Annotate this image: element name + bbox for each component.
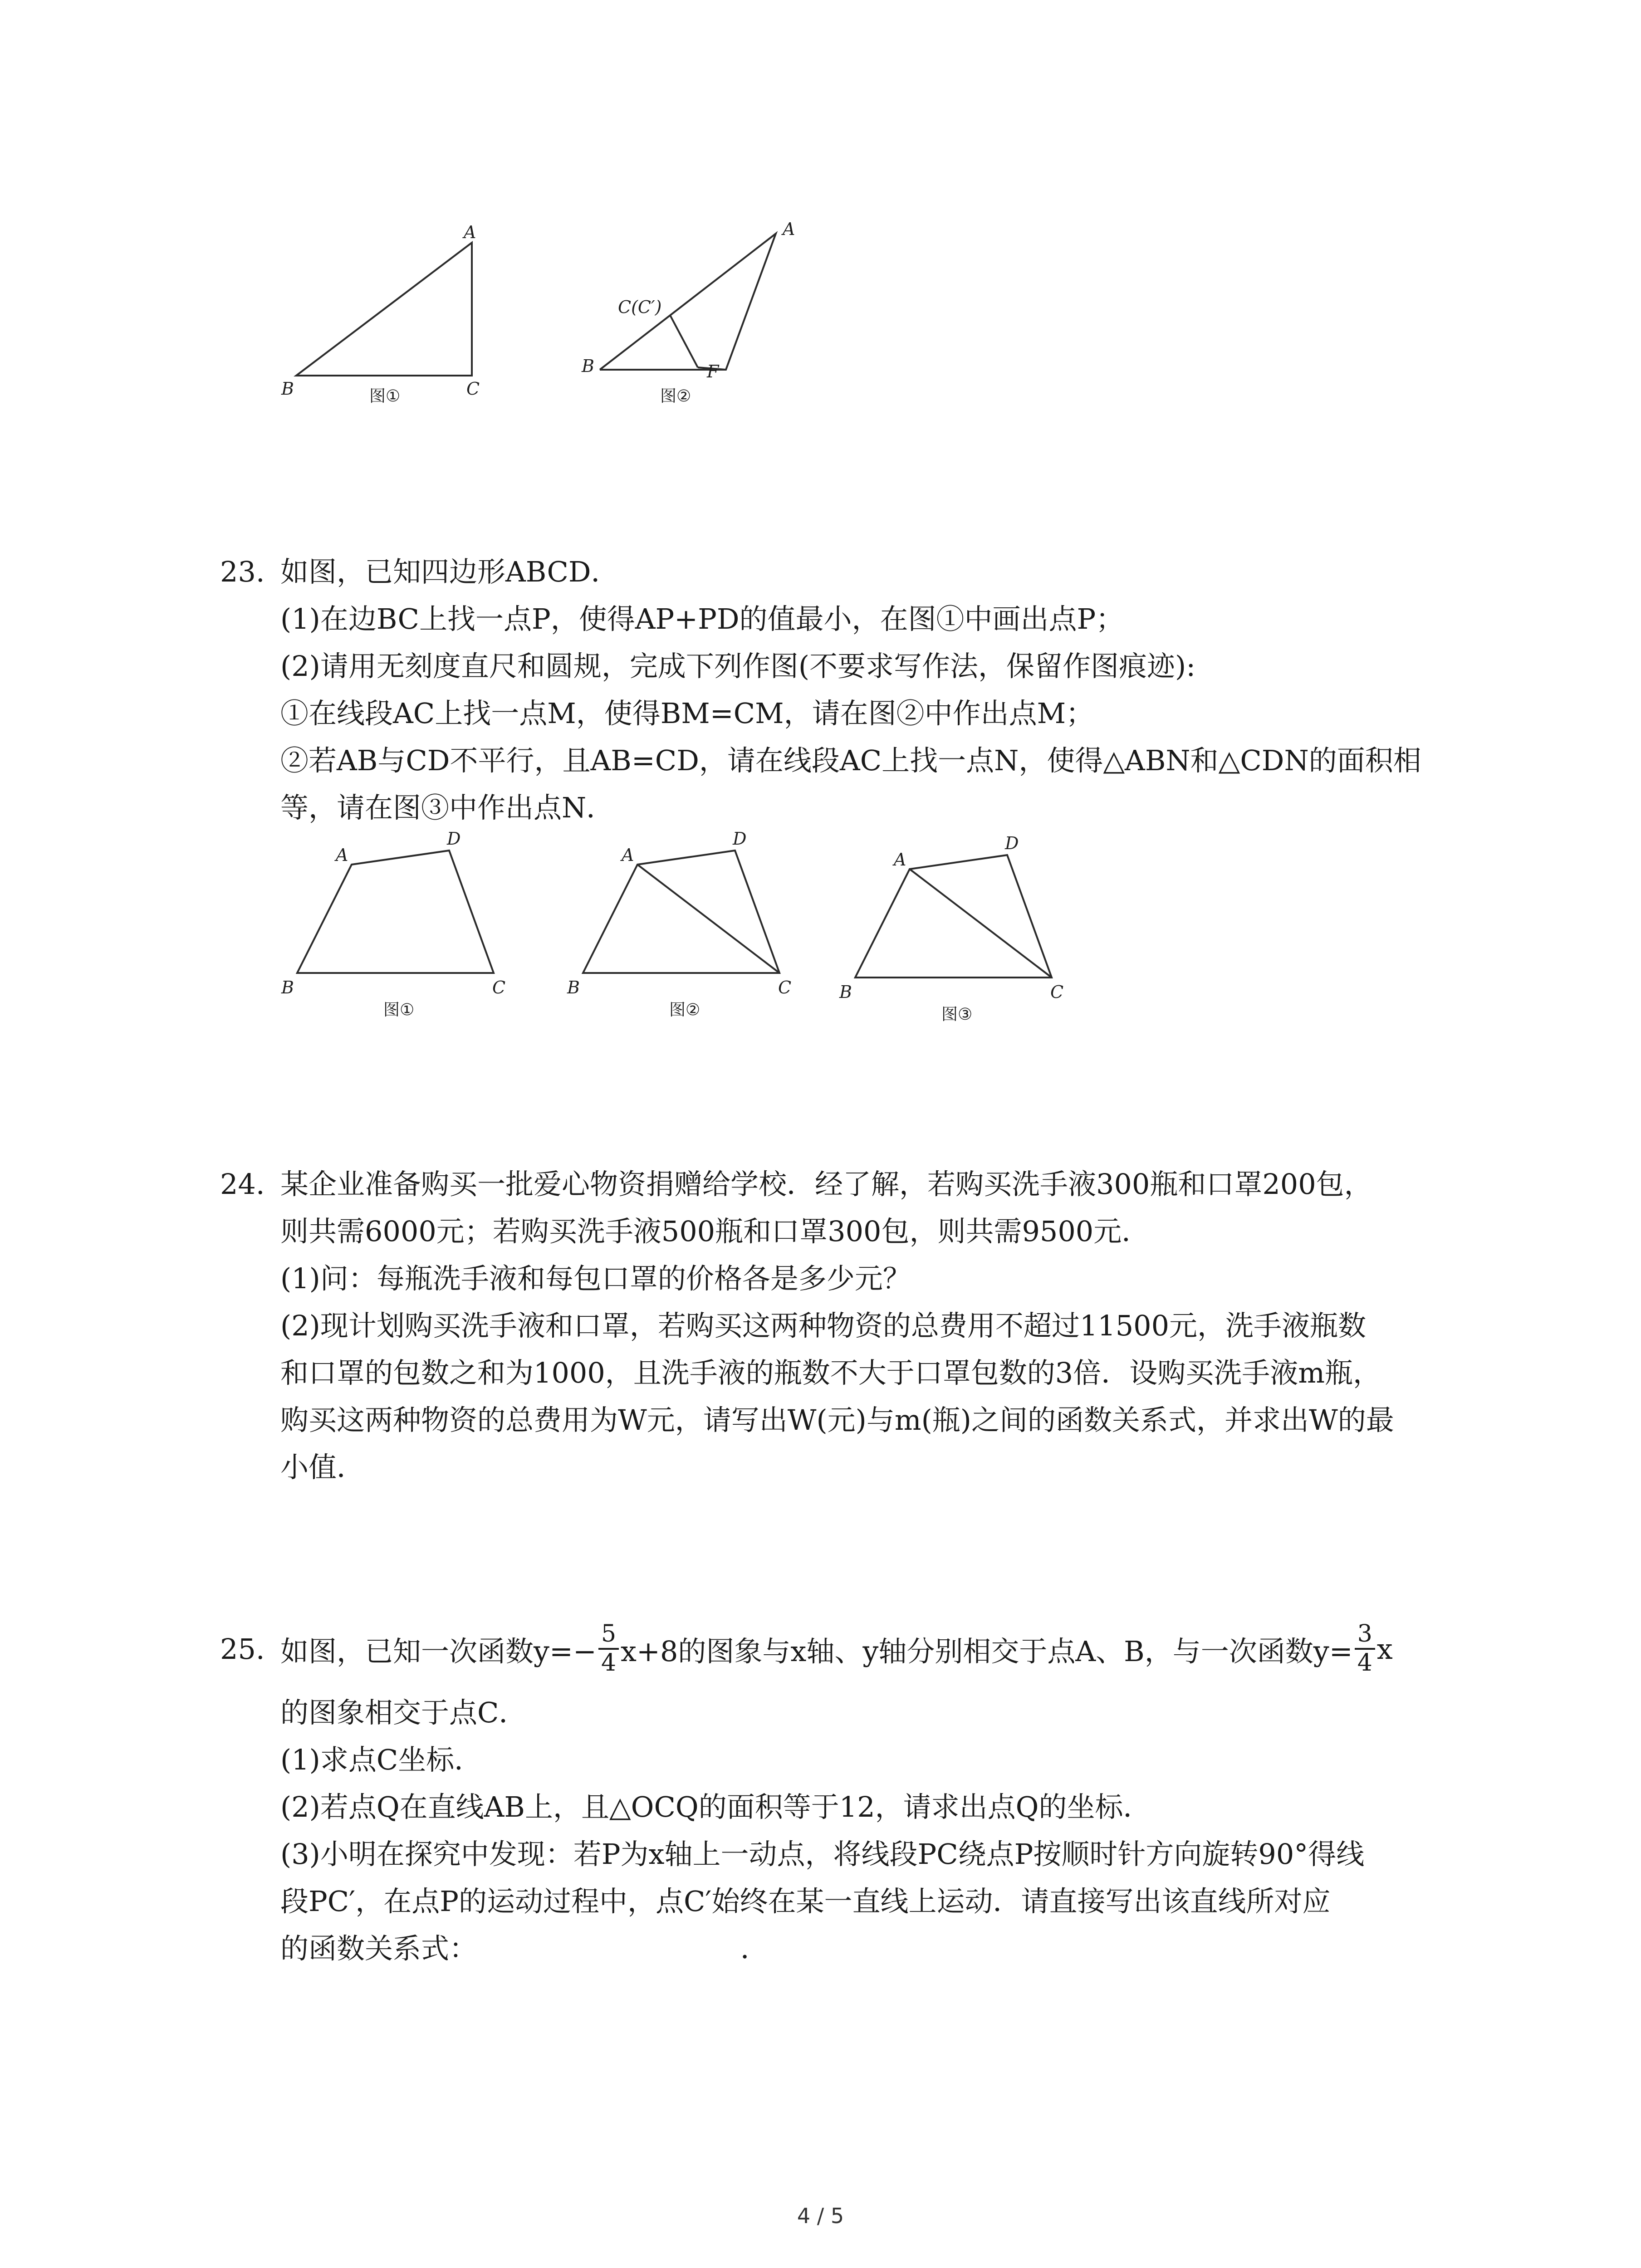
- q23-figure-3: [830, 830, 1084, 1039]
- q25-line: (3)小明在探究中发现：若P为x轴上一动点，将线段PC绕点P按顺时针方向旋转90°得线: [280, 1838, 1365, 1871]
- q25-fraction-denominator: 4: [1357, 1649, 1372, 1677]
- q23-fig2-label-c: C: [778, 978, 792, 997]
- q22-fig1-label-a: A: [464, 222, 476, 242]
- q23-fig1-caption: 图①: [383, 1001, 415, 1019]
- q25-line1-part2: x+8的图象与x轴、y轴分别相交于点A、B，与一次函数y=: [621, 1634, 1353, 1668]
- q23-figure-1: [272, 826, 526, 1034]
- q23-fig2-caption: 图②: [669, 1001, 700, 1019]
- q25-line: 段PC′，在点P的运动过程中，点C′始终在某一直线上运动．请直接写出该直线所对应: [280, 1885, 1331, 1918]
- q23-fig3-label-b: B: [839, 982, 852, 1002]
- q25-number: 25.: [220, 1633, 265, 1666]
- q22-fig2-label-f: F: [707, 362, 719, 381]
- q23-fig2-label-d: D: [733, 829, 747, 849]
- q25-line1-part1: 如图，已知一次函数y=−: [280, 1634, 597, 1668]
- q25-last-line: [280, 1932, 769, 1965]
- q24-line: (1)问：每瓶洗手液和每包口罩的价格各是多少元？: [280, 1262, 911, 1295]
- q23-fig1-label-c: C: [492, 978, 506, 997]
- q22-fig1-caption: 图①: [369, 387, 401, 406]
- q25-last-line-end: ．: [740, 1932, 769, 1965]
- q23-line: ②若AB与CD不平行，且AB=CD，请在线段AC上找一点N，使得△ABN和△CDN的面积相: [280, 744, 1421, 777]
- q23-figure-2: [558, 826, 812, 1034]
- q25-first-line: [280, 1615, 1393, 1683]
- q23-line: 如图，已知四边形ABCD．: [280, 555, 619, 588]
- q23-fig2-label-a: A: [622, 845, 634, 865]
- q23-fig3-label-a: A: [894, 850, 906, 870]
- q24-line: 某企业准备购买一批爱心物资捐赠给学校．经了解，若购买洗手液300瓶和口罩200包，: [280, 1168, 1372, 1201]
- q24-line: 和口罩的包数之和为1000，且洗手液的瓶数不大于口罩包数的3倍．设购买洗手液m瓶，: [280, 1356, 1381, 1389]
- q24-number: 24.: [220, 1168, 265, 1201]
- q24-line: 购买这两种物资的总费用为W元，请写出W(元)与m(瓶)之间的函数关系式，并求出W的最: [280, 1403, 1394, 1437]
- q22-fig2-label-cc: C(C′): [618, 297, 662, 317]
- q24-line: 小值．: [280, 1451, 365, 1484]
- q25-line1-part3: x: [1376, 1632, 1393, 1666]
- q25-fraction-3-4: [1355, 1621, 1375, 1677]
- q23-fig3-label-c: C: [1050, 982, 1064, 1002]
- q24-line: 则共需6000元；若购买洗手液500瓶和口罩300包，则共需9500元．: [280, 1215, 1150, 1248]
- q25-fraction-denominator: 4: [601, 1649, 617, 1677]
- q23-line: (2)请用无刻度直尺和圆规，完成下列作图(不要求写作法，保留作图痕迹):: [280, 650, 1196, 683]
- page-number: 4 / 5: [797, 2204, 844, 2228]
- q23-fig1-label-d: D: [447, 829, 461, 849]
- q23-number: 23.: [220, 555, 265, 588]
- q23-line: ①在线段AC上找一点M，使得BM=CM，请在图②中作出点M；: [280, 697, 1094, 730]
- q23-line: 等，请在图③中作出点N．: [280, 791, 615, 824]
- q23-fig3-caption: 图③: [941, 1005, 973, 1024]
- q23-fig1-label-a: A: [336, 845, 348, 865]
- q25-line: 的图象相交于点C．: [280, 1696, 527, 1729]
- q22-fig2-caption: 图②: [660, 387, 691, 406]
- q25-fraction-numerator: 3: [1355, 1621, 1375, 1650]
- q22-figure-1: [272, 218, 526, 426]
- q25-fraction-numerator: 5: [598, 1621, 619, 1650]
- q22-figure-2: [576, 213, 830, 422]
- q25-line: (2)若点Q在直线AB上，且△OCQ的面积等于12，请求出点Q的坐标．: [280, 1790, 1151, 1823]
- q22-fig2-label-b: B: [582, 356, 594, 376]
- q25-fraction-5-4: [598, 1621, 619, 1677]
- q24-line: (2)现计划购买洗手液和口罩，若购买这两种物资的总费用不超过11500元，洗手液瓶数: [280, 1309, 1367, 1342]
- q23-fig2-label-b: B: [567, 978, 580, 997]
- q22-fig1-label-b: B: [281, 379, 294, 399]
- q25-line: (1)求点C坐标．: [280, 1743, 483, 1776]
- q23-line: (1)在边BC上找一点P，使得AP+PD的值最小，在图①中画出点P；: [280, 602, 1124, 635]
- q23-fig1-label-b: B: [281, 978, 294, 997]
- q22-fig1-label-c: C: [466, 379, 480, 399]
- q22-fig2-label-a: A: [783, 219, 795, 239]
- q23-fig3-label-d: D: [1005, 833, 1019, 853]
- q25-last-line-text: 的函数关系式：: [280, 1932, 478, 1965]
